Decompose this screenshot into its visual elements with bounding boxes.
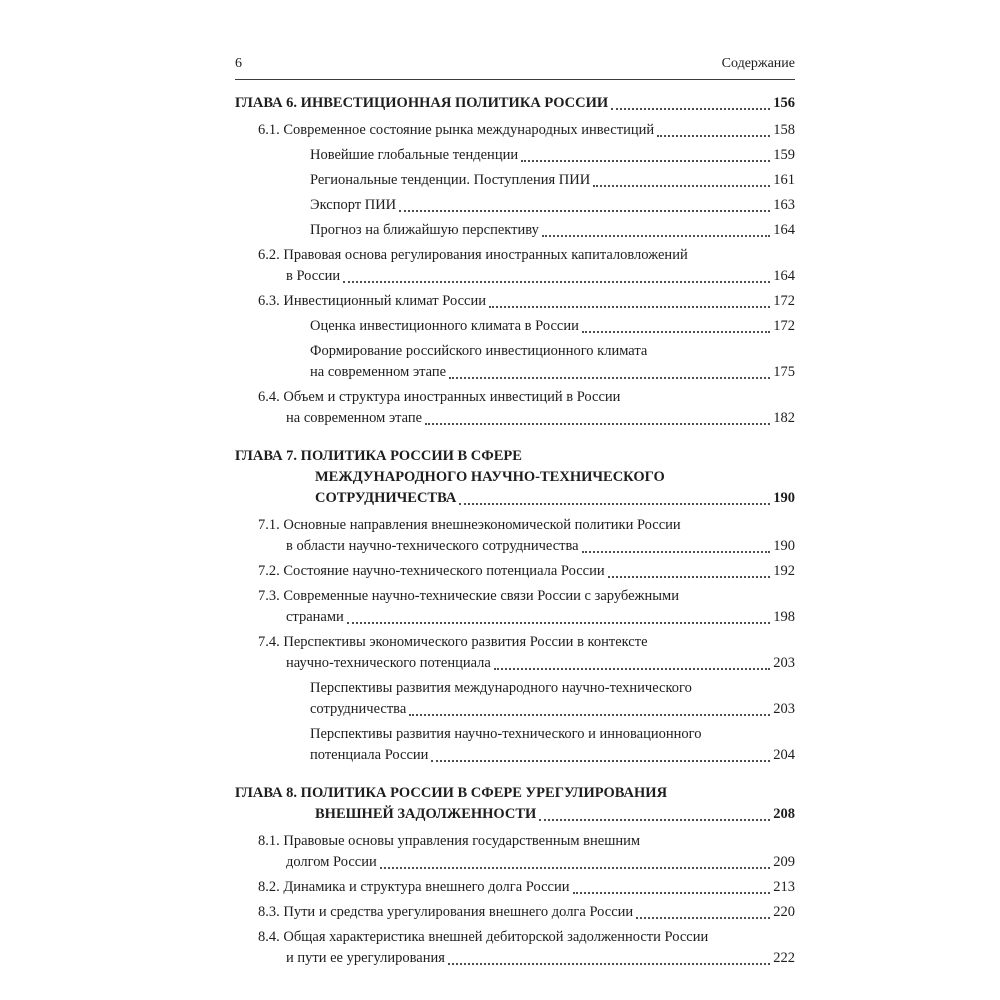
toc-page-number: 198 [773,609,795,625]
toc-entry [235,145,795,166]
toc-entry-line [258,586,795,607]
toc-entry-text: на современном этапе [286,410,423,426]
toc-page-number: 161 [773,172,795,188]
toc-entry [235,927,795,969]
toc-entry-text: Прогноз на ближайшую перспективу [310,222,539,238]
toc-entry-text: Перспективы развития международного научно-технического [310,680,692,696]
toc-entry [235,724,795,766]
toc-entry [235,678,795,720]
dot-leader [636,902,770,919]
toc-page-number: 164 [773,222,795,238]
toc-entry-text: ГЛАВА 7. ПОЛИТИКА РОССИИ В СФЕРЕ [235,448,522,464]
toc-entry-text: ВНЕШНЕЙ ЗАДОЛЖЕННОСТИ [315,806,537,822]
toc-entry [235,877,795,898]
toc-entry-line [258,291,795,312]
toc-entry-line [310,362,795,383]
toc-page-number: 209 [773,854,795,870]
toc-entry-line [258,948,795,969]
toc-entry-line [258,653,795,674]
toc-entry-line [235,446,795,467]
toc-entry-text: 8.2. Динамика и структура внешнего долга России [258,879,570,895]
toc-page-number: 175 [773,364,795,380]
toc-entry [235,387,795,429]
toc-entry-line [258,515,795,536]
toc-entry-text: на современном этапе [310,364,447,380]
toc-entry-line [310,170,795,191]
toc-entry-line [310,220,795,241]
toc-entry-text: 8.1. Правовые основы управления государственным внешним [258,833,641,849]
toc-entry [235,245,795,287]
dot-leader [347,607,770,624]
toc-entry-line [310,678,795,699]
toc-entry-line [310,316,795,337]
dot-leader [593,170,770,187]
toc-entry [235,561,795,582]
toc-entry [235,291,795,312]
toc-entry [235,170,795,191]
dot-leader [582,316,770,333]
toc-entry-line [258,536,795,557]
toc-page-number: 163 [773,197,795,213]
toc-page-number: 220 [773,904,795,920]
toc-entry-text: Региональные тенденции. Поступления ПИИ [310,172,591,188]
toc-page-number: 204 [773,747,795,763]
toc-entry-text: ГЛАВА 6. ИНВЕСТИЦИОННАЯ ПОЛИТИКА РОССИИ [235,95,609,111]
toc-entry [235,220,795,241]
toc-entry-line [258,245,795,266]
toc-page-number: 159 [773,147,795,163]
toc-entry [235,316,795,337]
page-number: 6 [235,56,242,71]
toc-page-number: 208 [773,806,795,822]
toc-entry-text: в области научно-технического сотрудничества [286,538,579,554]
toc-entry-text: 8.3. Пути и средства урегулирования внешнего долга России [258,904,634,920]
toc-entry-line [235,488,795,509]
toc-entry-line [310,724,795,745]
toc-entry-text: 6.3. Инвестиционный климат России [258,293,486,309]
toc-entry-line [258,408,795,429]
toc-entry-text: 7.2. Состояние научно-технического потенциала России [258,563,605,579]
toc-page-number: 213 [773,879,795,895]
toc-entry-text: и пути ее урегулирования [286,950,445,966]
toc-entry-text: 7.1. Основные направления внешнеэкономической политики России [258,517,681,533]
toc-entry-text: 7.4. Перспективы экономического развития России в контексте [258,634,648,650]
toc-entry-text: научно-технического потенциала [286,655,491,671]
toc-entry-text: ГЛАВА 8. ПОЛИТИКА РОССИИ В СФЕРЕ УРЕГУЛИРОВАНИЯ [235,785,668,801]
toc-entry-text: МЕЖДУНАРОДНОГО НАУЧНО-ТЕХНИЧЕСКОГО [315,469,665,485]
dot-leader [539,804,770,821]
dot-leader [449,362,770,379]
dot-leader [582,536,771,553]
toc-entry [235,586,795,628]
toc-entry-line [258,607,795,628]
toc-entry-text: Формирование российского инвестиционного климата [310,343,648,359]
toc-entry [235,632,795,674]
toc-page-number: 203 [773,701,795,717]
running-header-title: Содержание [721,56,795,71]
toc-entry-line [310,341,795,362]
toc-entry-line [310,195,795,216]
running-header [235,56,795,80]
dot-leader [343,266,770,283]
toc-entry-text: Экспорт ПИИ [310,197,397,213]
toc-entry-line [310,745,795,766]
toc-entry [235,902,795,923]
toc-entry [235,783,795,825]
toc-entry [235,341,795,383]
toc-entry-line [310,145,795,166]
toc-entry-text: странами [286,609,344,625]
dot-leader [459,488,770,505]
toc-entry-line [258,877,795,898]
toc-entry-text: в России [286,268,341,284]
toc-page-number: 182 [773,410,795,426]
toc-entry-text: СОТРУДНИЧЕСТВА [315,490,457,506]
dot-leader [542,220,770,237]
dot-leader [448,948,770,965]
dot-leader [657,120,770,137]
toc-entry [235,195,795,216]
dot-leader [608,561,771,578]
toc-entry-line [235,467,795,488]
dot-leader [431,745,770,762]
dot-leader [494,653,770,670]
toc-entry-text: 7.3. Современные научно-технические связи России с зарубежными [258,588,679,604]
dot-leader [573,877,771,894]
toc-entry [235,831,795,873]
toc-entry-text: Новейшие глобальные тенденции [310,147,519,163]
dot-leader [425,408,770,425]
dot-leader [409,699,770,716]
toc-entry-text: 6.2. Правовая основа регулирования иностранных капиталовложений [258,247,688,263]
toc-entry-text: потенциала России [310,747,429,763]
toc-entry-line [258,927,795,948]
toc-entry [235,446,795,509]
toc-entry-line [258,120,795,141]
toc-entry-line [235,804,795,825]
toc-entry-line [235,783,795,804]
toc-entry-text: Оценка инвестиционного климата в России [310,318,579,334]
toc-entry [235,515,795,557]
toc-page-number: 172 [773,318,795,334]
toc-list [235,93,795,969]
dot-leader [380,852,771,869]
dot-leader [489,291,770,308]
toc-entry-line [258,852,795,873]
dot-leader [399,195,770,212]
toc-page-number: 158 [773,122,795,138]
toc-page-number: 172 [773,293,795,309]
toc-entry-line [258,902,795,923]
toc-page-number: 190 [773,490,795,506]
toc-entry-line [258,266,795,287]
toc-page-number: 222 [773,950,795,966]
toc-page-number: 156 [773,95,795,111]
toc-entry-text: Перспективы развития научно-технического и инновационного [310,726,702,742]
toc-entry-text: сотрудничества [310,701,407,717]
dot-leader [611,93,770,110]
toc-entry-line [258,387,795,408]
toc-entry-line [258,561,795,582]
toc-entry-line [258,632,795,653]
toc-page-number: 203 [773,655,795,671]
toc-entry [235,120,795,141]
toc-entry-text: 6.4. Объем и структура иностранных инвестиций в России [258,389,621,405]
toc-entry-text: долгом России [286,854,377,870]
toc-entry-text: 8.4. Общая характеристика внешней дебиторской задолженности России [258,929,709,945]
dot-leader [521,145,770,162]
toc-page-number: 164 [773,268,795,284]
book-page [235,56,795,973]
toc-entry-line [258,831,795,852]
toc-page-number: 190 [773,538,795,554]
toc-entry-line [235,93,795,114]
toc-entry [235,93,795,114]
toc-page-number: 192 [773,563,795,579]
toc-entry-line [310,699,795,720]
toc-entry-text: 6.1. Современное состояние рынка международных инвестиций [258,122,655,138]
